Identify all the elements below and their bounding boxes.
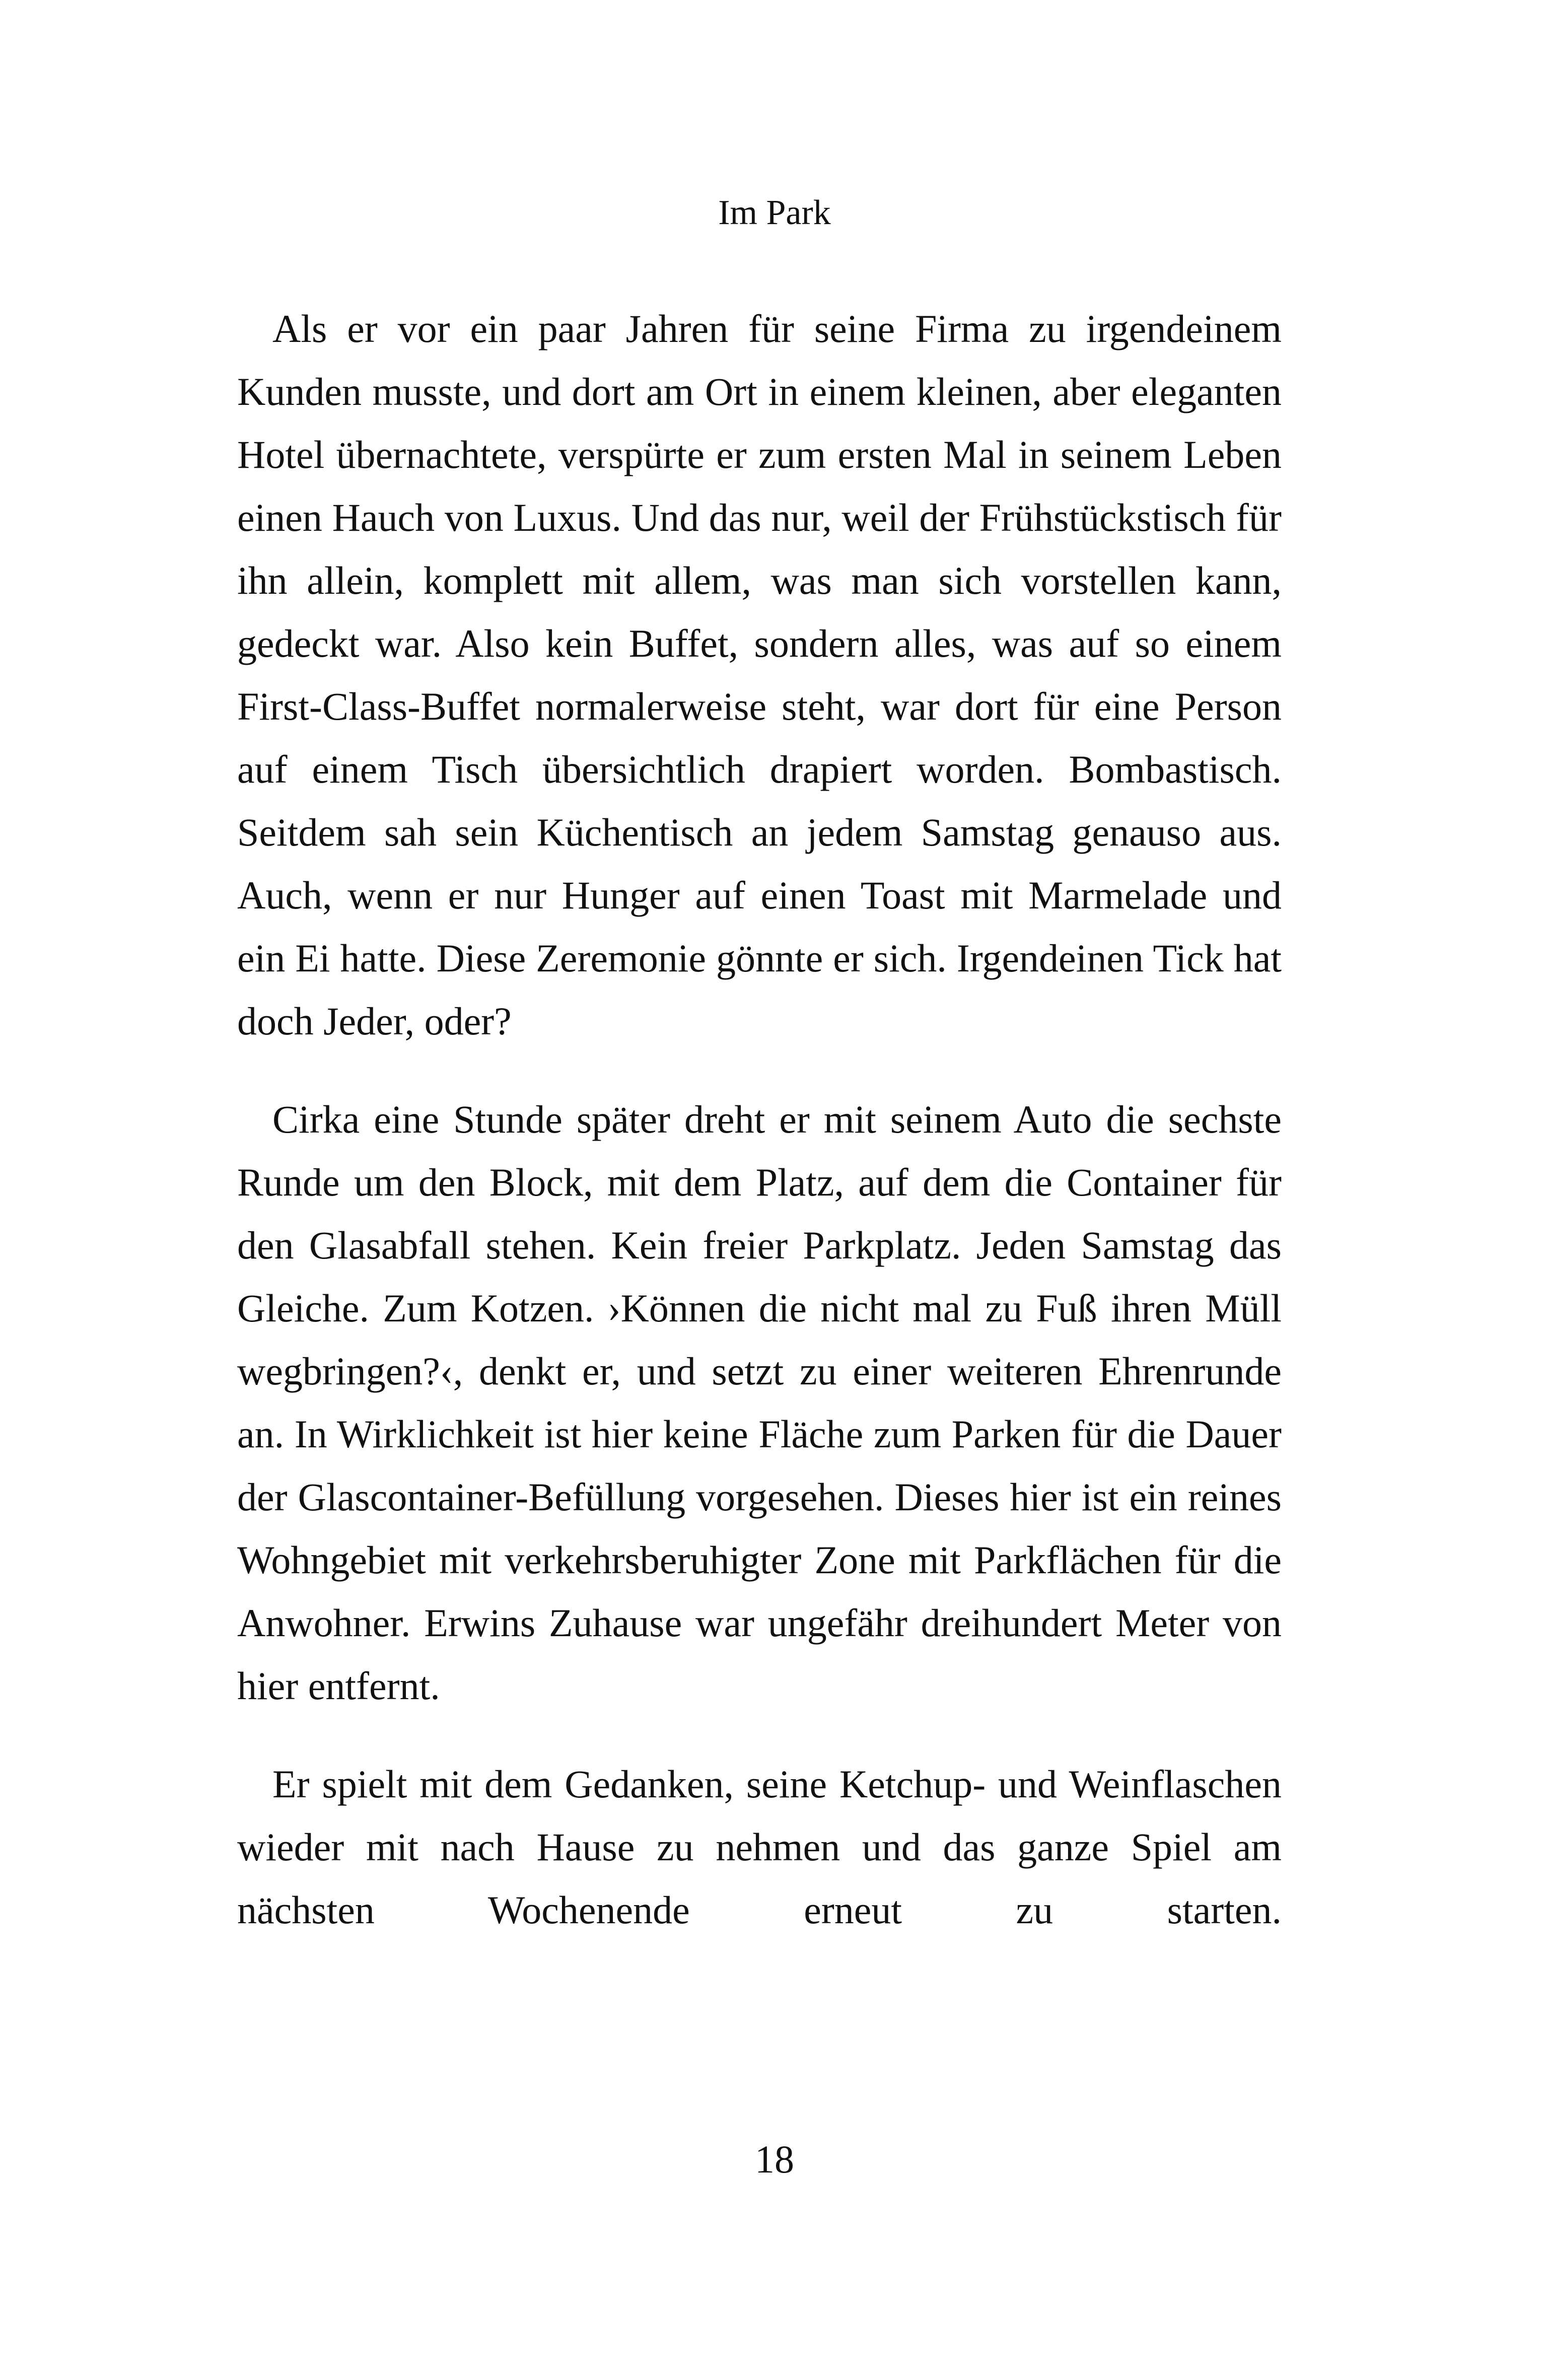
paragraph-2: Cirka eine Stunde später dreht er mit seinem Auto die sechste Runde um den Block, mit dem Platz, auf dem die Container für den Glasabfall stehen. Kein freier Parkplatz. Jeden Samstag das Gleiche. Zum Kotzen. ›Können die nicht mal zu Fuß ihren Müll wegbringen?‹, denkt er, und setzt zu einer weiteren Ehrenrunde an. In Wirklichkeit ist hier keine Fläche zum Parken für die Dauer der Glascontainer-Befüllung vorgesehen. Dieses hier ist ein reines Wohngebiet mit verkehrsberuhigter Zone mit Parkflächen für die Anwohner. Erwins Zuhause war ungefähr dreihundert Meter von hier entfernt. <box>237 1097 1282 1708</box>
body-text <box>237 297 1282 1941</box>
paragraph-1: Als er vor ein paar Jahren für seine Firma zu irgendeinem Kunden musste, und dort am Ort in einem kleinen, aber eleganten Hotel übernachtete, verspürte er zum ersten Mal in seinem Leben einen Hauch von Luxus. Und das nur, weil der Frühstückstisch für ihn allein, komplett mit allem, was man sich vorstellen kann, gedeckt war. Also kein Buffet, sondern alles, was auf so einem First-Class-Buffet normalerweise steht, war dort für eine Person auf einem Tisch übersichtlich drapiert worden. Bombastisch. Seitdem sah sein Küchentisch an jedem Samstag genauso aus. Auch, wenn er nur Hunger auf einen Toast mit Marmelade und ein Ei hatte. Diese Zeremonie gönnte er sich. Irgendeinen Tick hat doch Jeder, oder? <box>237 307 1282 1043</box>
page-number: 18 <box>755 2137 794 2181</box>
running-header: Im Park <box>718 193 831 232</box>
paragraph-3: Er spielt mit dem Gedanken, seine Ketchup- und Weinflaschen wieder mit nach Hause zu nehmen und das ganze Spiel am nächsten Wochenende erneut zu starten. <box>237 1762 1282 1932</box>
